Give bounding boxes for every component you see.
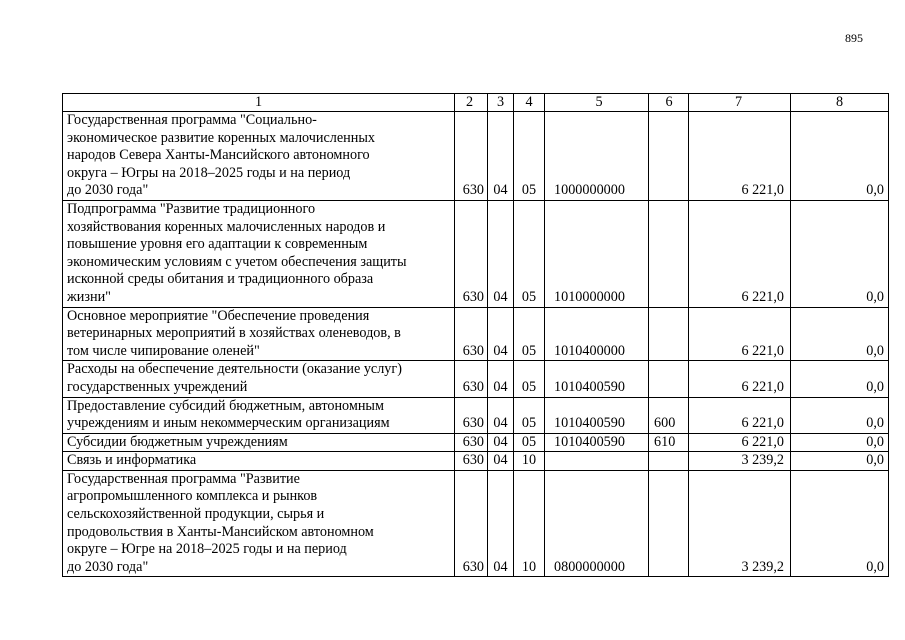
table-row <box>63 200 889 307</box>
section-cell: 04 <box>488 433 514 452</box>
section-cell: 04 <box>488 470 514 577</box>
header-cell: 7 <box>689 94 791 112</box>
section-cell: 04 <box>488 200 514 307</box>
section-cell: 04 <box>488 307 514 361</box>
row-name-cell: Субсидии бюджетным учреждениям <box>63 433 455 452</box>
grbs-cell: 630 <box>455 112 488 201</box>
row-name-cell: Предоставление субсидий бюджетным, автономным учреждениям и иным некоммерческим организациям <box>63 397 455 433</box>
amount-cell: 6 221,0 <box>689 397 791 433</box>
row-name-cell: Основное мероприятие "Обеспечение проведения ветеринарных мероприятий в хозяйствах оленеводов, в том числе чипирование оленей" <box>63 307 455 361</box>
header-cell: 3 <box>488 94 514 112</box>
grbs-cell: 630 <box>455 470 488 577</box>
target-article-cell: 1010400590 <box>545 433 649 452</box>
target-article-cell: 0800000000 <box>545 470 649 577</box>
grbs-cell: 630 <box>455 452 488 471</box>
table-row <box>63 307 889 361</box>
section-cell: 04 <box>488 452 514 471</box>
expense-type-cell <box>649 470 689 577</box>
subsection-cell: 10 <box>514 452 545 471</box>
page-number: 895 <box>845 31 863 45</box>
expense-type-cell <box>649 112 689 201</box>
target-article-cell: 1010400590 <box>545 361 649 397</box>
table-row <box>63 361 889 397</box>
amount-2-cell: 0,0 <box>791 452 889 471</box>
subsection-cell: 05 <box>514 361 545 397</box>
row-name-cell: Подпрограмма "Развитие традиционного хозяйствования коренных малочисленных народов и повышение уровня его адаптации к современным экономическим условиям с учетом обеспечения защиты исконной среды обитания и традиционного образа жизни" <box>63 200 455 307</box>
table-row <box>63 433 889 452</box>
header-cell: 4 <box>514 94 545 112</box>
row-name-cell: Государственная программа "Социально- экономическое развитие коренных малочисленных народов Севера Ханты-Мансийского автономного округа – Югры на 2018–2025 годы и на период до 2030 года" <box>63 112 455 201</box>
amount-2-cell: 0,0 <box>791 200 889 307</box>
budget-table <box>62 93 889 577</box>
amount-2-cell: 0,0 <box>791 433 889 452</box>
amount-2-cell: 0,0 <box>791 397 889 433</box>
section-cell: 04 <box>488 112 514 201</box>
expense-type-cell <box>649 307 689 361</box>
grbs-cell: 630 <box>455 397 488 433</box>
grbs-cell: 630 <box>455 307 488 361</box>
header-cell: 5 <box>545 94 649 112</box>
amount-2-cell: 0,0 <box>791 470 889 577</box>
expense-type-cell: 600 <box>649 397 689 433</box>
grbs-cell: 630 <box>455 433 488 452</box>
target-article-cell: 1010000000 <box>545 200 649 307</box>
target-article-cell: 1010400590 <box>545 397 649 433</box>
header-cell: 6 <box>649 94 689 112</box>
grbs-cell: 630 <box>455 361 488 397</box>
table-row <box>63 470 889 577</box>
expense-type-cell <box>649 452 689 471</box>
amount-cell: 6 221,0 <box>689 307 791 361</box>
amount-2-cell: 0,0 <box>791 361 889 397</box>
subsection-cell: 05 <box>514 200 545 307</box>
section-cell: 04 <box>488 397 514 433</box>
target-article-cell <box>545 452 649 471</box>
amount-2-cell: 0,0 <box>791 112 889 201</box>
amount-2-cell: 0,0 <box>791 307 889 361</box>
amount-cell: 6 221,0 <box>689 361 791 397</box>
header-cell: 8 <box>791 94 889 112</box>
amount-cell: 6 221,0 <box>689 112 791 201</box>
subsection-cell: 05 <box>514 307 545 361</box>
amount-cell: 6 221,0 <box>689 433 791 452</box>
expense-type-cell: 610 <box>649 433 689 452</box>
subsection-cell: 05 <box>514 112 545 201</box>
expense-type-cell <box>649 200 689 307</box>
section-cell: 04 <box>488 361 514 397</box>
header-cell: 1 <box>63 94 455 112</box>
amount-cell: 3 239,2 <box>689 452 791 471</box>
row-name-cell: Государственная программа "Развитие агропромышленного комплекса и рынков сельскохозяйственной продукции, сырья и продовольствия в Ханты-Мансийском автономном округе – Югре на 2018–2025 годы и на период до 2030 года" <box>63 470 455 577</box>
subsection-cell: 05 <box>514 433 545 452</box>
table-row <box>63 112 889 201</box>
amount-cell: 3 239,2 <box>689 470 791 577</box>
row-name-cell: Связь и информатика <box>63 452 455 471</box>
expense-type-cell <box>649 361 689 397</box>
amount-cell: 6 221,0 <box>689 200 791 307</box>
table-header-row <box>63 94 889 112</box>
subsection-cell: 10 <box>514 470 545 577</box>
table-row <box>63 452 889 471</box>
table-row <box>63 397 889 433</box>
header-cell: 2 <box>455 94 488 112</box>
target-article-cell: 1010400000 <box>545 307 649 361</box>
subsection-cell: 05 <box>514 397 545 433</box>
row-name-cell: Расходы на обеспечение деятельности (оказание услуг) государственных учреждений <box>63 361 455 397</box>
target-article-cell: 1000000000 <box>545 112 649 201</box>
grbs-cell: 630 <box>455 200 488 307</box>
